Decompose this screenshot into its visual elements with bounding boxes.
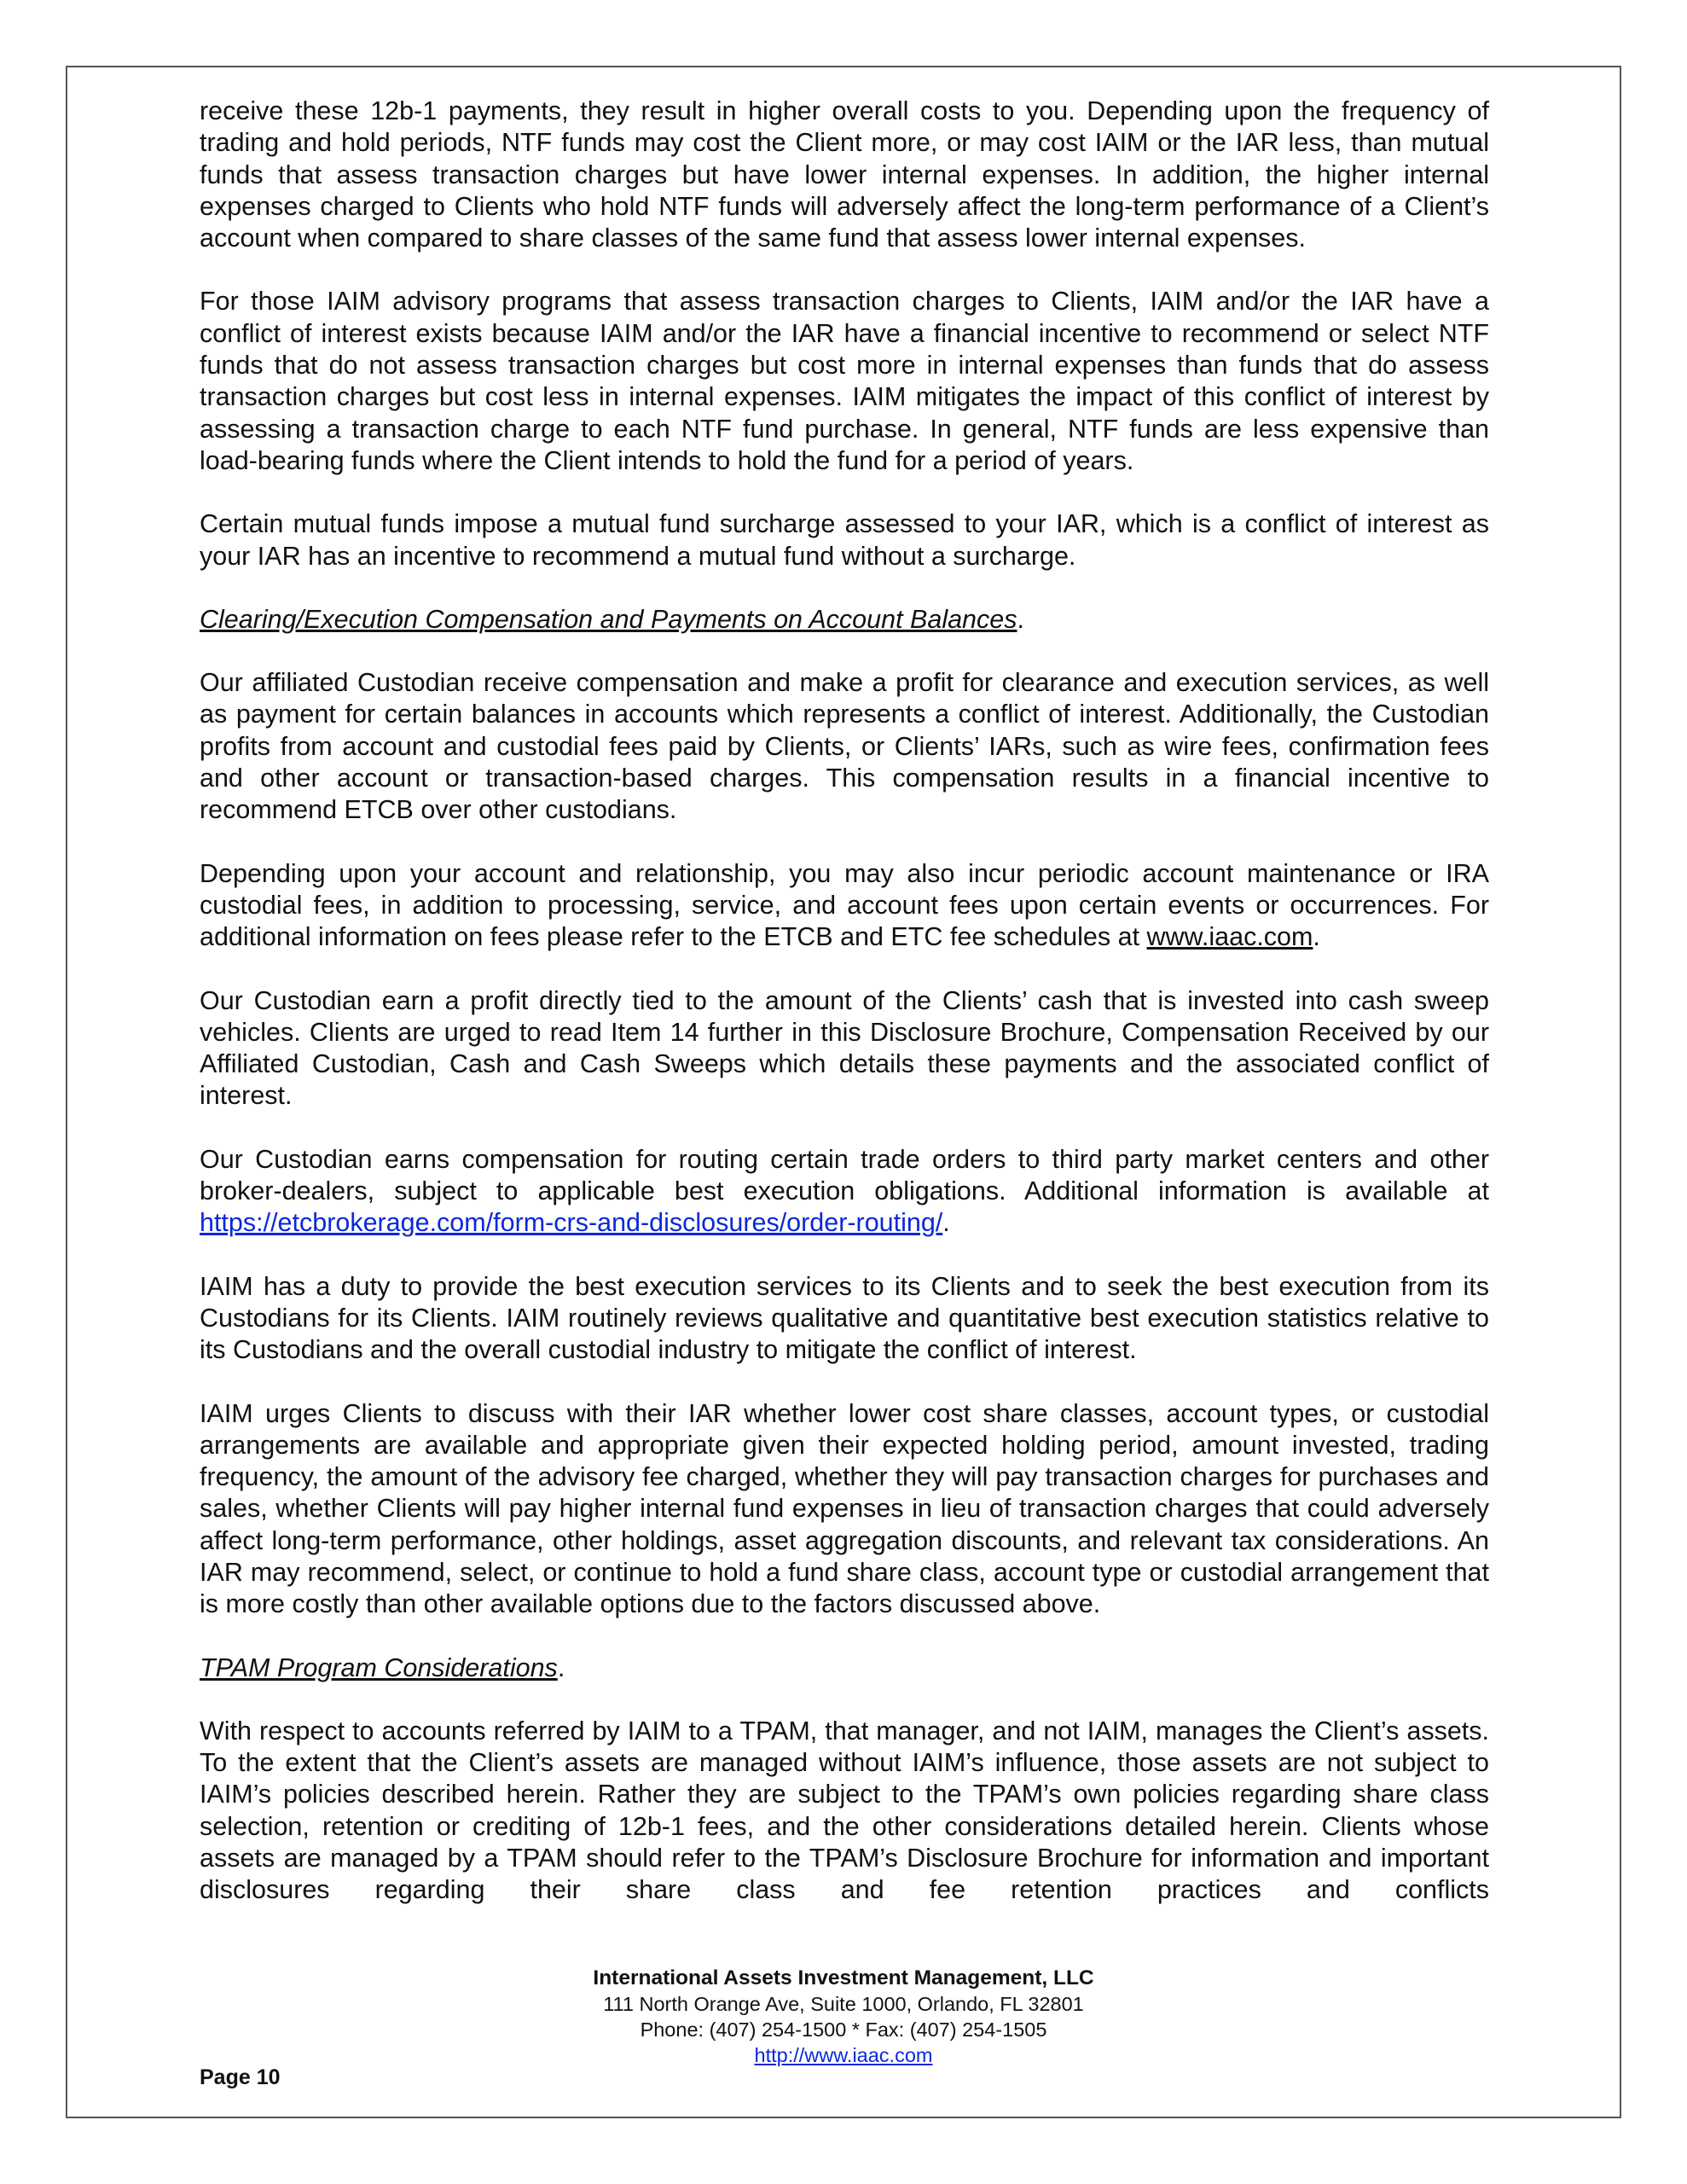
footer-company-name: International Assets Investment Management, LLC xyxy=(593,1966,1094,1989)
paragraph-custodian-compensation: Our affiliated Custodian receive compensation and make a profit for clearance and execution services, as well as payment for certain balances in accounts which represents a conflict of interest. Additionally, the Custodian profits from account and custodial fees paid by Clients, or Clients’ IARs, such as wire fees, confirmation fees and other account or transaction-based charges. This compensation results in a financial incentive to recommend ETCB over other custodians. xyxy=(200,668,1489,825)
paragraph-transaction-charges-conflict: For those IAIM advisory programs that assess transaction charges to Clients, IAIM and/or the IAR have a conflict of interest exists because IAIM and/or the IAR have a financial incentive to recommend or select NTF funds that do not assess transaction charges but cost more in internal expenses than funds that do assess transaction charges but cost less in internal expenses. IAIM mitigates the impact of this conflict of interest by assessing a transaction charge to each NTF fund purchase. In general, NTF funds are less expensive than load-bearing funds where the Client intends to hold the fund for a period of years. xyxy=(200,287,1489,475)
paragraph-order-routing-end: . xyxy=(942,1208,950,1238)
document-body xyxy=(200,96,1489,1907)
paragraph-account-fees-text: Depending upon your account and relationship, you may also incur periodic account maintenance or IRA custodial fees, in addition to processing, service, and account fees upon certain events or occurrences. For additional information on fees please refer to the ETCB and ETC fee schedules at xyxy=(200,858,1489,952)
paragraph-account-fees xyxy=(200,858,1489,954)
footer-phone-fax: Phone: (407) 254-1500 * Fax: (407) 254-1505 xyxy=(640,2018,1047,2041)
paragraph-best-execution: IAIM has a duty to provide the best execution services to its Clients and to seek the best execution from its Custodians for its Clients. IAIM routinely reviews qualitative and quantitative best execution statistics relative to its Custodians and the overall custodial industry to mitigate the conflict of interest. xyxy=(200,1271,1489,1365)
order-routing-link[interactable]: https://etcbrokerage.com/form-crs-and-disclosures/order-routing/ xyxy=(200,1208,943,1238)
section-heading-clearing-punct: . xyxy=(1017,604,1024,634)
section-heading-tpam-punct: . xyxy=(557,1653,565,1682)
paragraph-ntf-costs: receive these 12b-1 payments, they result in higher overall costs to you. Depending upon the frequency of trading and hold periods, NTF funds may cost the Client more, or may cost IAIM or the IAR less, than mutual funds that assess transaction charges but have lower internal expenses. In addition, the higher internal expenses charged to Clients who hold NTF funds will adversely affect the long-term performance of a Client’s account when compared to share classes of the same fund that assess lower internal expenses. xyxy=(200,96,1489,253)
paragraph-account-fees-end: . xyxy=(1313,922,1320,952)
section-heading-clearing-title: Clearing/Execution Compensation and Payments on Account Balances xyxy=(200,604,1017,634)
iaac-fee-schedule-link[interactable]: www.iaac.com xyxy=(1146,922,1313,952)
paragraph-client-discussion: IAIM urges Clients to discuss with their IAR whether lower cost share classes, account types, or custodial arrangements are available and appropriate given their expected holding period, amount invested, trading frequency, the amount of the advisory fee charged, whether they will pay transaction charges for purchases and sales, whether Clients will pay higher internal fund expenses in lieu of transaction charges that could adversely affect long-term performance, other holdings, asset aggregation discounts, and relevant tax considerations. An IAR may recommend, select, or continue to hold a fund share class, account type or custodial arrangement that is more costly than other available options due to the factors discussed above. xyxy=(200,1398,1489,1619)
section-heading-tpam xyxy=(200,1653,1489,1684)
paragraph-order-routing xyxy=(200,1144,1489,1240)
section-heading-clearing xyxy=(200,604,1489,636)
page-number: Page 10 xyxy=(200,2065,281,2089)
page-footer xyxy=(0,1965,1687,2068)
paragraph-mutual-fund-surcharge: Certain mutual funds impose a mutual fund surcharge assessed to your IAR, which is a conflict of interest as your IAR has an incentive to recommend a mutual fund without a surcharge. xyxy=(200,509,1489,571)
paragraph-tpam-accounts: With respect to accounts referred by IAIM to a TPAM, that manager, and not IAIM, manages the Client’s assets. To the extent that the Client’s assets are managed without IAIM’s influence, those assets are not subject to IAIM’s policies described herein. Rather they are subject to the TPAM’s own policies regarding share class selection, retention or crediting of 12b-1 fees, and the other considerations detailed herein. Clients whose assets are managed by a TPAM should refer to the TPAM’s Disclosure Brochure for information and important disclosures regarding their share class and fee retention practices and conflicts xyxy=(200,1716,1489,1905)
paragraph-cash-sweep: Our Custodian earn a profit directly tied to the amount of the Clients’ cash that is invested into cash sweep vehicles. Clients are urged to read Item 14 further in this Disclosure Brochure, Compensation Received by our Affiliated Custodian, Cash and Cash Sweeps which details these payments and the associated conflict of interest. xyxy=(200,985,1489,1111)
paragraph-order-routing-text: Our Custodian earns compensation for routing certain trade orders to third party market centers and other broker-dealers, subject to applicable best execution obligations. Additional information is available at xyxy=(200,1144,1489,1206)
footer-address: 111 North Orange Ave, Suite 1000, Orlando, FL 32801 xyxy=(603,1993,1084,2015)
section-heading-tpam-title: TPAM Program Considerations xyxy=(200,1653,558,1682)
footer-website-link[interactable]: http://www.iaac.com xyxy=(754,2044,933,2066)
